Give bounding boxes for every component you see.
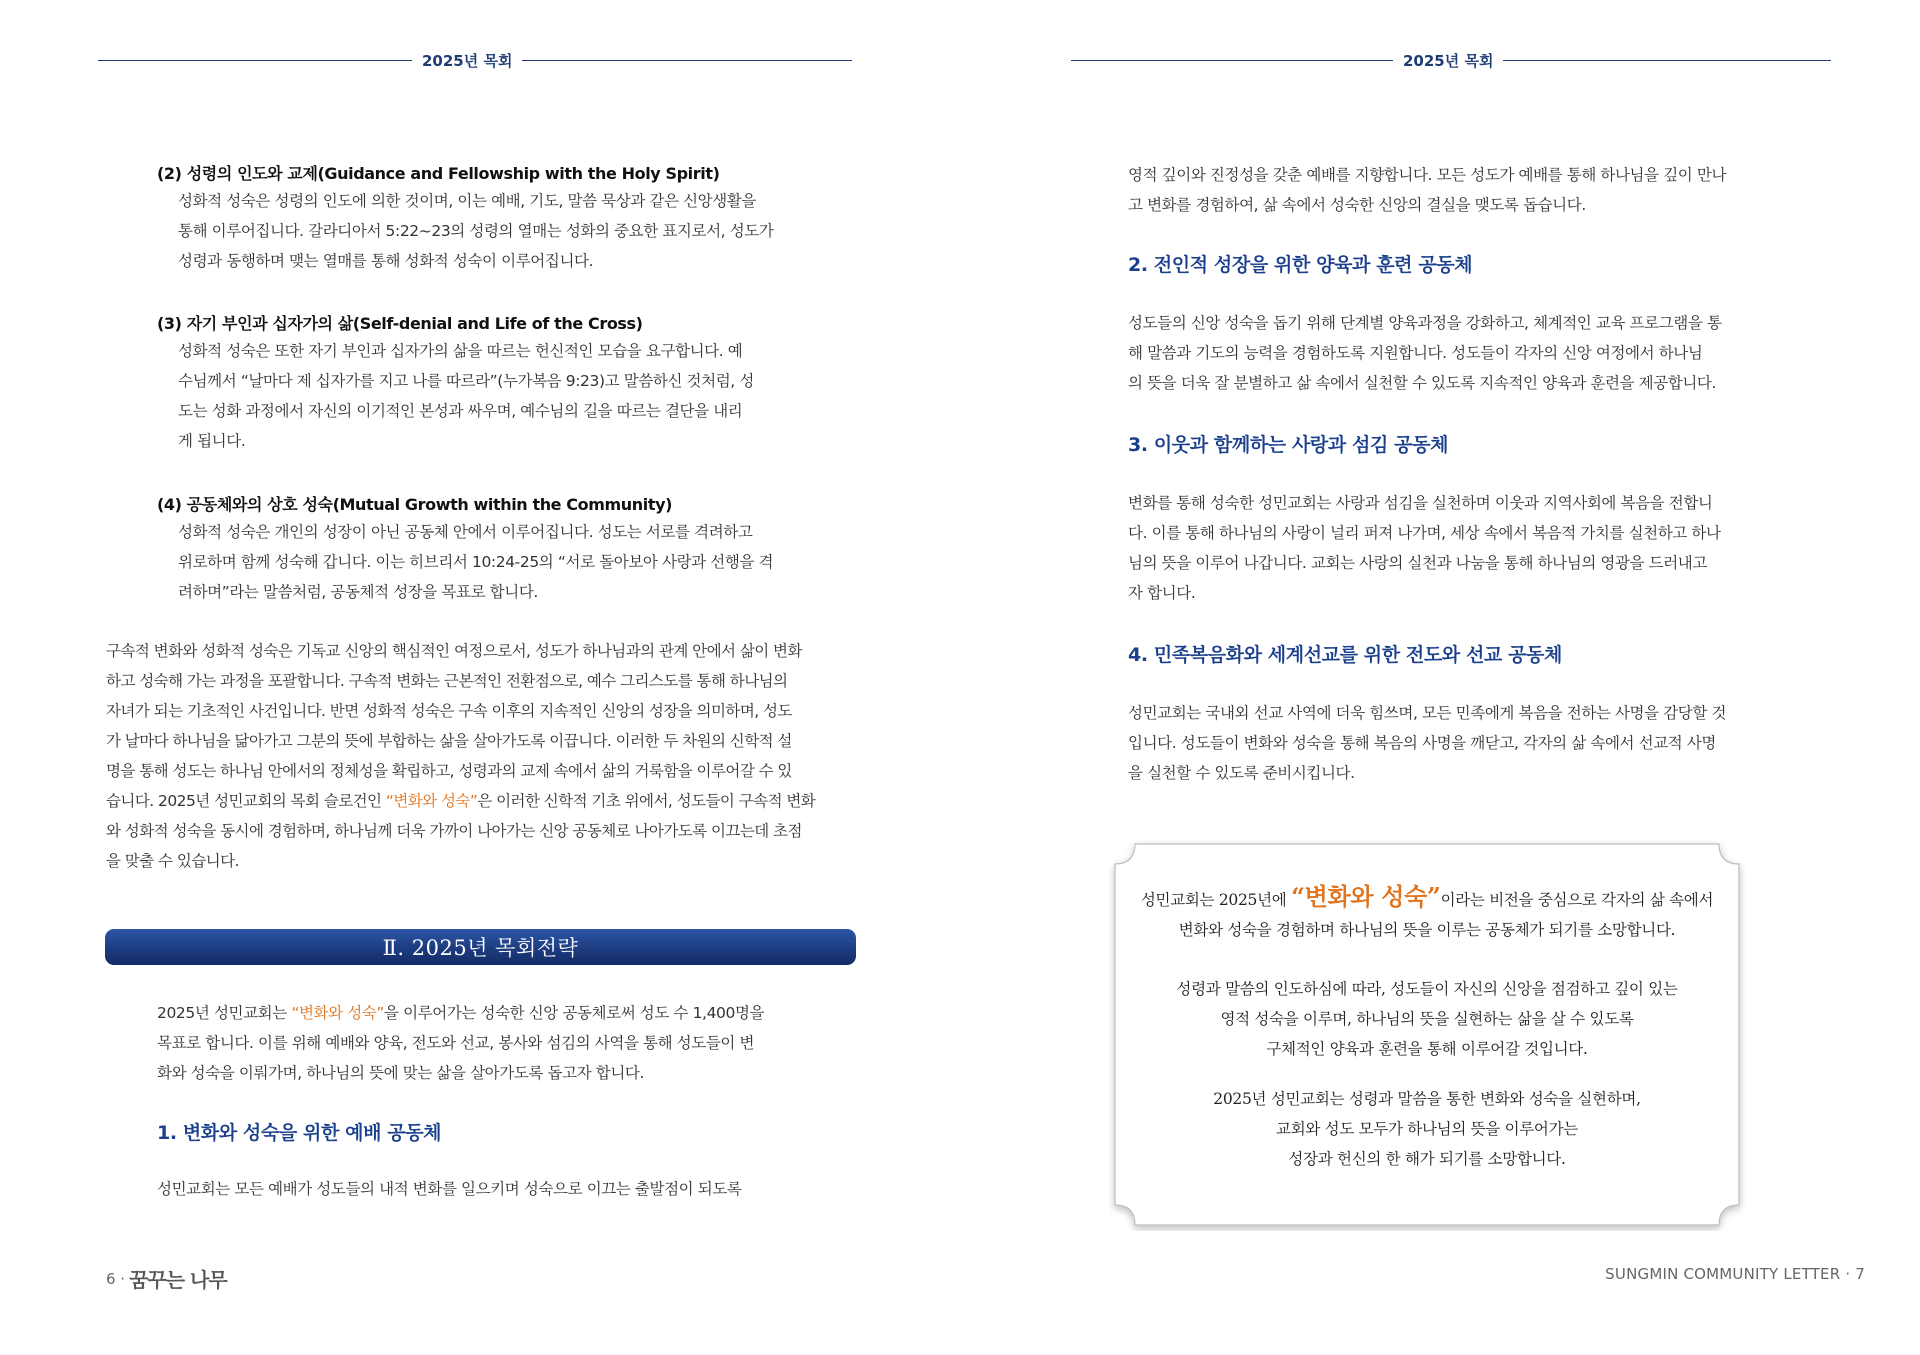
slogan-highlight: “변화와 성숙” bbox=[385, 792, 478, 810]
section-heading: 4. 민족복음화와 세계선교를 위한 전도와 선교 공동체 bbox=[1128, 644, 1562, 666]
subsection-body: 성화적 성숙은 또한 자기 부인과 십자가의 삶을 따르는 헌신적인 모습을 요구합니다. 예 수님께서 “날마다 제 십자가를 지고 나를 따르라”(누가복음 9:23)고 말씀하신 것처럼, 성 도는 성화 과정에서 자신의 이기적인 본성과 싸우며, 예수님의 길을 따르는 결단을 내리 게 됩니다. bbox=[178, 342, 754, 450]
section-body: 성민교회는 모든 예배가 성도들의 내적 변화를 일으키며 성숙으로 이끄는 출발점이 되도록 bbox=[157, 1180, 742, 1198]
magazine-brand: 꿈꾸는 나무 bbox=[129, 1268, 227, 1292]
running-header-right bbox=[1071, 48, 1831, 72]
running-header-left bbox=[98, 48, 852, 72]
section-body: 성도들의 신앙 성숙을 돕기 위해 단계별 양육과정을 강화하고, 체계적인 교육 프로그램을 통 해 말씀과 기도의 능력을 경험하도록 지원합니다. 성도들이 각자의 신앙 여정에서 하나님 의 뜻을 더욱 잘 분별하고 삶 속에서 실천할 수 있도록 지속적인 양육과 훈련을 제공합니다. bbox=[1128, 314, 1722, 392]
subsection-title: (4) 공동체와의 상호 성숙(Mutual Growth within the Community) bbox=[157, 495, 673, 514]
footer-left bbox=[106, 1264, 227, 1293]
vision-highlight: “변화와 성숙” bbox=[1291, 882, 1441, 911]
section-heading: 3. 이웃과 함께하는 사랑과 섬김 공동체 bbox=[1128, 434, 1449, 456]
page-number: 6 · bbox=[106, 1269, 126, 1288]
subsection-body: 성화적 성숙은 성령의 인도에 의한 것이며, 이는 예배, 기도, 말씀 묵상과 같은 신앙생활을 통해 이루어집니다. 갈라디아서 5:22~23의 성령의 열매는 성화의 중요한 표지로서, 성도가 성령과 동행하며 맺는 열매를 통해 성화적 성숙이 이루어집니다. bbox=[178, 192, 774, 270]
running-header-text: 2025년 목회 bbox=[1403, 51, 1494, 70]
section-body: 성민교회는 국내외 선교 사역에 더욱 힘쓰며, 모든 민족에게 복음을 전하는 사명을 감당할 것 입니다. 성도들이 변화와 성숙을 통해 복음의 사명을 깨닫고, 각자의 삶 속에서 선교적 사명 을 실천할 수 있도록 준비시킵니다. bbox=[1128, 704, 1727, 782]
subsection-body: 성화적 성숙은 개인의 성장이 아닌 공동체 안에서 이루어집니다. 성도는 서로를 격려하고 위로하며 함께 성숙해 갑니다. 이는 히브리서 10:24-25의 “서로 돌아보아 사랑과 선행을 격 려하며”라는 말씀처럼, 공동체적 성장을 목표로 합니다. bbox=[178, 523, 774, 601]
section-body: 변화를 통해 성숙한 성민교회는 사랑과 섬김을 실천하며 이웃과 지역사회에 복음을 전합니 다. 이를 통해 하나님의 사랑이 널리 퍼져 나가며, 세상 속에서 복음적 가치를 실천하고 하나 님의 뜻을 이루어 나갑니다. 교회는 사랑의 실천과 나눔을 통해 하나님의 영광을 드러내고 자 합니다. bbox=[1128, 494, 1721, 602]
right-page bbox=[960, 0, 1920, 1355]
vision-paragraph-1: 성민교회는 2025년에 “변화와 성숙”이라는 비전을 중심으로 각자의 삶 속에서 변화와 성숙을 경험하며 하나님의 뜻을 이루는 공동체가 되기를 소망합니다. bbox=[1140, 882, 1714, 939]
slogan-highlight: “변화와 성숙” bbox=[291, 1004, 384, 1022]
footer-right: SUNGMIN COMMUNITY LETTER · 7 bbox=[1605, 1265, 1865, 1283]
vision-paragraph-3: 2025년 성민교회는 성령과 말씀을 통한 변화와 성숙을 실현하며, 교회와 성도 모두가 하나님의 뜻을 이루어가는 성장과 헌신의 한 해가 되기를 소망합니다. bbox=[1213, 1090, 1641, 1168]
intro-paragraph: 영적 깊이와 진정성을 갖춘 예배를 지향합니다. 모든 성도가 예배를 통해 하나님을 깊이 만나 고 변화를 경험하여, 삶 속에서 성숙한 신앙의 결실을 맺도록 돕습니다. bbox=[1128, 166, 1727, 214]
strategy-paragraph: 2025년 성민교회는 “변화와 성숙”을 이루어가는 성숙한 신앙 공동체로써 성도 수 1,400명을 목표로 합니다. 이를 위해 예배와 양육, 전도와 선교, 봉사와 섬김의 사역을 통해 성도들이 변 화와 성숙을 이뤄가며, 하나님의 뜻에 맞는 삶을 살아가도록 돕고자 합니다. bbox=[157, 1004, 765, 1082]
vision-statement-box bbox=[1109, 838, 1745, 1231]
running-header-text: 2025년 목회 bbox=[422, 51, 513, 70]
section-heading: 1. 변화와 성숙을 위한 예배 공동체 bbox=[157, 1122, 442, 1144]
subsection-title: (2) 성령의 인도와 교제(Guidance and Fellowship with the Holy Spirit) bbox=[157, 164, 720, 183]
vision-paragraph-2: 성령과 말씀의 인도하심에 따라, 성도들이 자신의 신앙을 점검하고 깊이 있는 영적 성숙을 이루며, 하나님의 뜻을 실현하는 삶을 살 수 있도록 구체적인 양육과 훈련을 통해 이루어갈 것입니다. bbox=[1176, 980, 1678, 1058]
section-banner bbox=[105, 929, 856, 965]
section-heading: 2. 전인적 성장을 위한 양육과 훈련 공동체 bbox=[1128, 254, 1473, 276]
summary-paragraph: 구속적 변화와 성화적 성숙은 기독교 신앙의 핵심적인 여정으로서, 성도가 하나님과의 관계 안에서 삶이 변화 하고 성숙해 가는 과정을 포괄합니다. 구속적 변화는 근본적인 전환점으로, 예수 그리스도를 통해 하나님의 자녀가 되는 기초적인 사건입니다. 반면 성화적 성숙은 구속 이후의 지속적인 신앙의 성장을 의미하며, 성도 가 날마다 하나님을 닮아가고 그분의 뜻에 부합하는 삶을 살아가도록 이끕니다. 이러한 두 차원의 신학적 설 명을 통해 성도는 하나님 안에서의 정체성을 확립하고, 성령과의 교제 속에서 삶의 거룩함을 이루어갈 수 있 습니다. 2025년 성민교회의 목회 슬로건인 “변화와 성숙”은 이러한 신학적 기초 위에서, 성도들이 구속적 변화 와 성화적 성숙을 동시에 경험하며, 하나님께 더욱 가까이 나아가는 신앙 공동체로 나아가도록 이끄는데 초점 을 맞출 수 있습니다. bbox=[106, 642, 816, 870]
section-banner-title: Ⅱ. 2025년 목회전략 bbox=[382, 936, 579, 960]
subsection-title: (3) 자기 부인과 십자가의 삶(Self-denial and Life of the Cross) bbox=[157, 314, 643, 333]
